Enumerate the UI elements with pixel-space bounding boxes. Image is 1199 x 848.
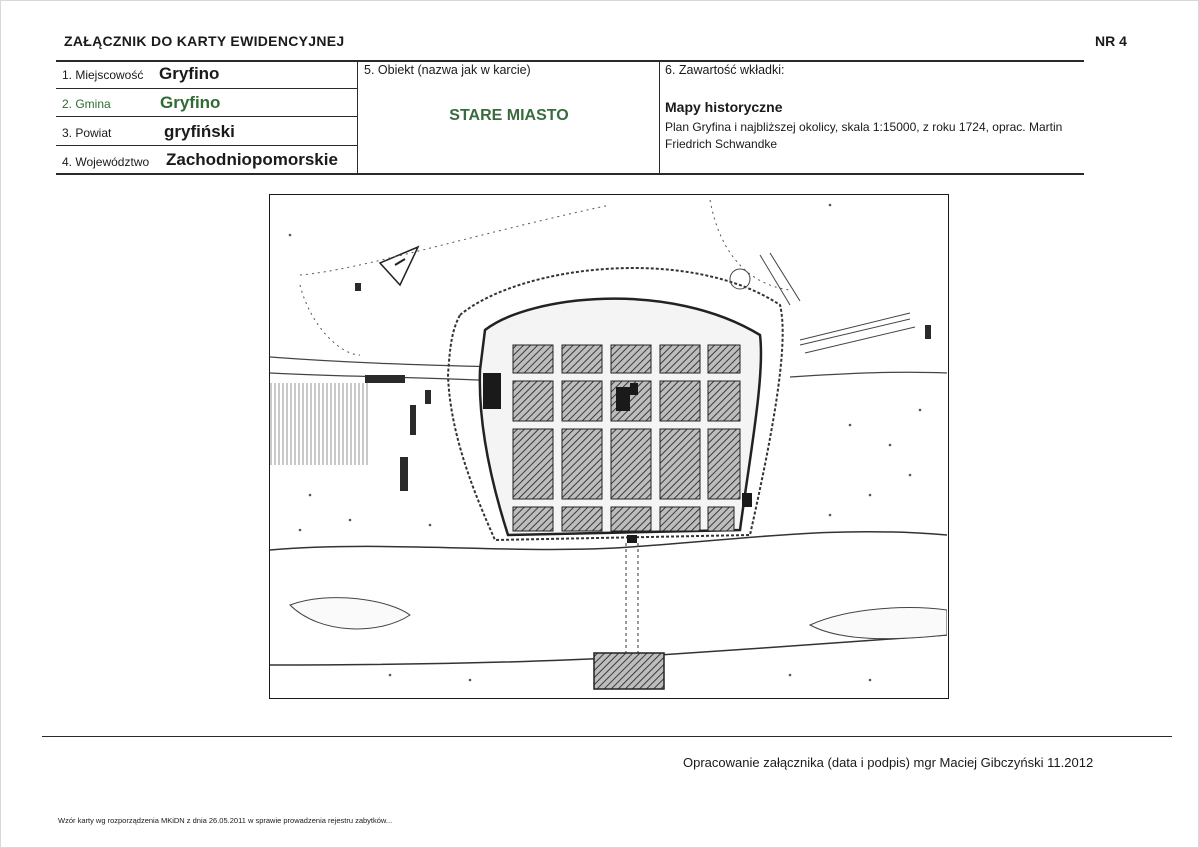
field-wojewodztwo-value: Zachodniopomorskie [166,150,338,169]
document-title: ZAŁĄCZNIK DO KARTY EWIDENCYJNEJ [64,33,345,49]
field-gmina [62,93,221,112]
field-wojewodztwo-label: 4. Województwo [62,155,150,169]
form-bottom-rule [56,173,1084,175]
field-miejscowosc [62,64,220,83]
form-top-rule [56,60,1084,62]
historical-map-image [269,194,949,699]
field-rule-1 [56,88,357,89]
document-number: NR 4 [1095,33,1127,49]
footer-rule [42,736,1172,737]
field-rule-3 [56,145,357,146]
contents-label: 6. Zawartość wkładki: [665,63,785,77]
field-gmina-value: Gryfino [160,93,221,112]
field-rule-2 [56,116,357,117]
field-gmina-label: 2. Gmina [62,97,111,111]
field-miejscowosc-value: Gryfino [159,64,220,83]
field-powiat-label: 3. Powiat [62,126,112,140]
object-label: 5. Obiekt (nazwa jak w karcie) [364,63,531,77]
historical-map-drawing [270,195,947,697]
legal-footnote: Wzór karty wg rozporządzenia MKiDN z dnia 26.05.2011 w sprawie prowadzenia rejestru zabytków... [58,816,393,825]
object-value: STARE MIASTO [449,107,569,124]
prepared-by-signature: Opracowanie załącznika (data i podpis) mgr Maciej Gibczyński 11.2012 [683,755,1094,770]
field-powiat-value: gryfiński [164,122,235,141]
field-powiat [62,122,235,141]
field-miejscowosc-label: 1. Miejscowość [62,68,144,82]
field-wojewodztwo [62,150,338,169]
contents-title: Mapy historyczne [665,99,783,115]
contents-description: Plan Gryfina i najbliższej okolicy, skala 1:15000, z roku 1724, oprac. Martin Friedrich Schwandke [665,120,1063,151]
